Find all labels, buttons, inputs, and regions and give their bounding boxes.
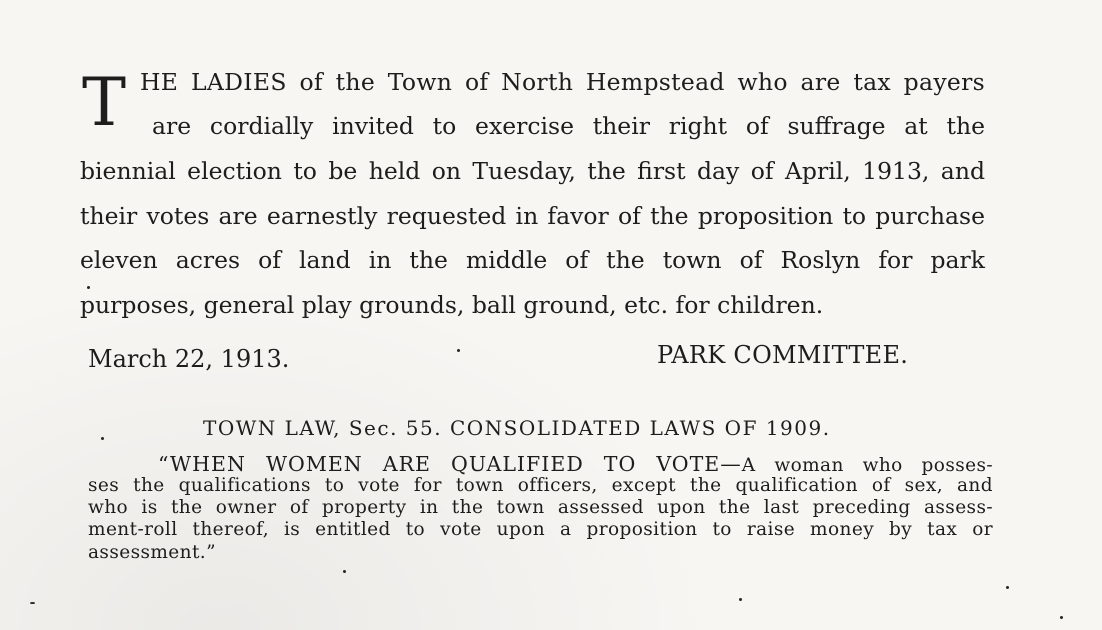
notice-line-6: purposes, general play grounds, ball ground, etc. for children.: [80, 291, 824, 319]
law-lead: “WHEN WOMEN ARE QUALIFIED TO VOTE—: [158, 452, 742, 476]
paper-speck: [1060, 616, 1063, 619]
notice-line-4: their votes are earnestly requested in favor of the proposition to purchase: [80, 202, 985, 230]
paper-speck: [739, 598, 742, 601]
law-line-3: who is the owner of property in the town assessed upon the last preceding assess-: [88, 497, 993, 518]
paper-speck: [101, 437, 104, 440]
notice-line-1: HE LADIES of the Town of North Hempstead who are tax payers: [140, 68, 985, 96]
drop-cap: T: [82, 64, 127, 141]
notice-date: March 22, 1913.: [88, 345, 290, 373]
paper-speck: [343, 570, 346, 573]
paper-speck: [30, 602, 35, 604]
law-line-1: [158, 452, 993, 476]
law-line-4: ment-roll thereof, is entitled to vote upon a proposition to raise money by tax or: [88, 519, 993, 540]
paper-speck: [457, 349, 460, 352]
committee-signature: PARK COMMITTEE.: [657, 341, 909, 369]
notice-line-2: are cordially invited to exercise their right of suffrage at the: [152, 112, 985, 140]
law-line-2: ses the qualifications to vote for town officers, except the qualification of sex, and: [88, 475, 993, 496]
law-line-5: assessment.”: [88, 542, 216, 563]
law-line-1-rest: A woman who posses-: [741, 455, 993, 476]
paper-speck: [1006, 586, 1009, 589]
paper-speck: [87, 286, 90, 289]
law-heading: TOWN LAW, Sec. 55. CONSOLIDATED LAWS OF 1909.: [203, 416, 831, 440]
notice-line-5: eleven acres of land in the middle of the town of Roslyn for park: [80, 246, 985, 274]
notice-line-3: biennial election to be held on Tuesday, the first day of April, 1913, and: [80, 157, 985, 185]
